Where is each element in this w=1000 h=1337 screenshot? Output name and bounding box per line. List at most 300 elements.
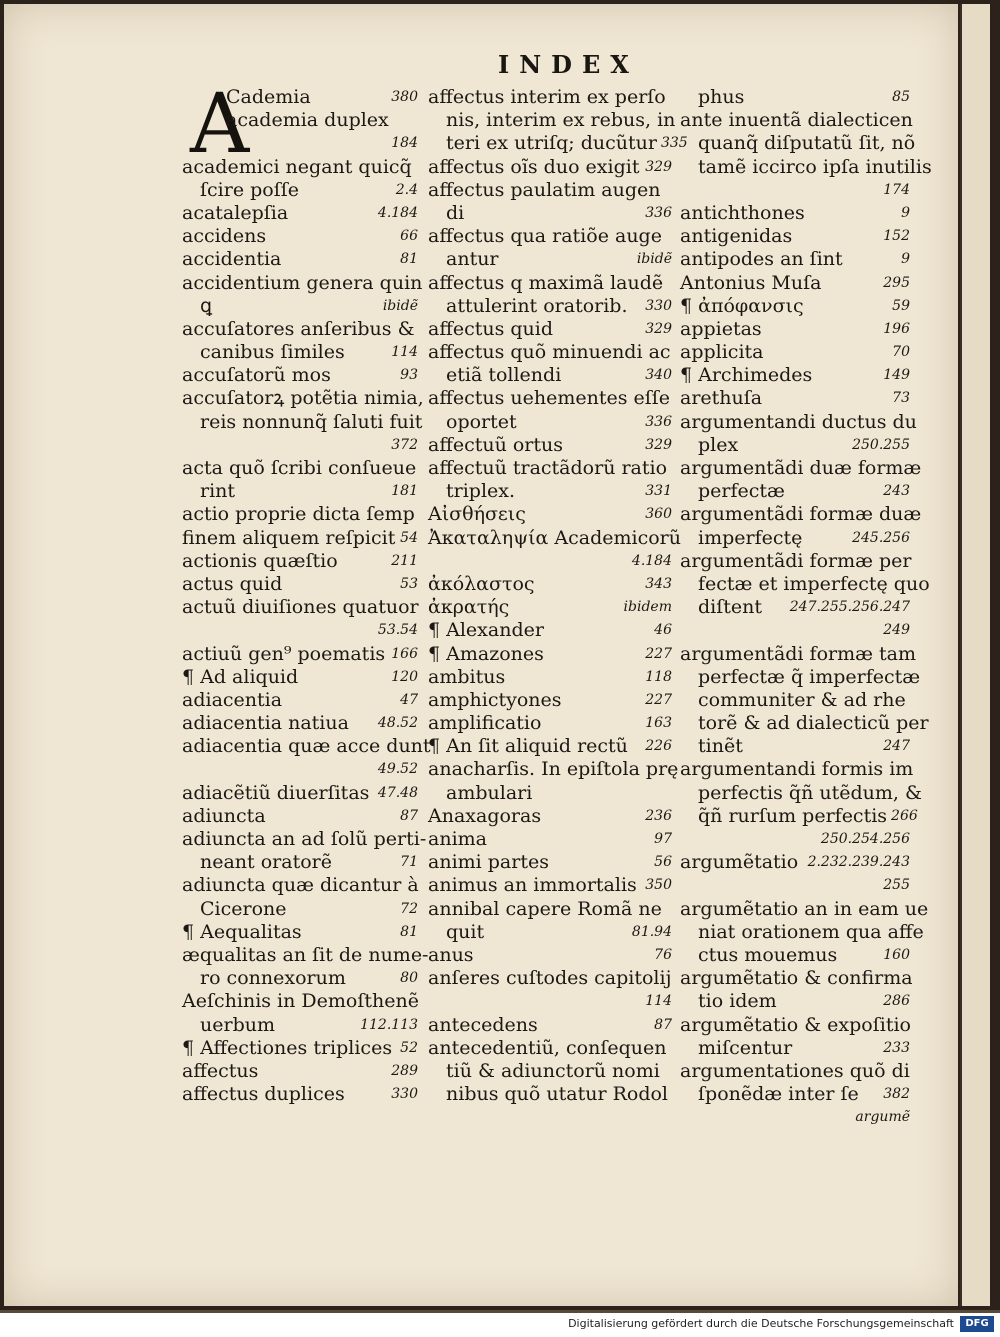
- index-entry: [182, 782, 418, 805]
- entry-page-ref: 87: [400, 807, 418, 824]
- entry-term: torẽ & ad dialecticũ per: [698, 712, 929, 735]
- entry-page-ref: 181: [391, 483, 418, 500]
- entry-page-ref: [668, 1037, 672, 1060]
- entry-term: adiacentia quæ acce dunt: [182, 735, 431, 758]
- index-entry: [182, 109, 418, 132]
- entry-page-ref: 4.184: [377, 204, 418, 221]
- entry-page-ref: [670, 387, 674, 410]
- entry-page-ref: 149: [883, 367, 910, 384]
- entry-term: imperfectę: [698, 526, 803, 549]
- entry-page-ref: 47.48: [377, 784, 418, 801]
- index-entry: [182, 202, 418, 225]
- entry-page-ref: [911, 1014, 915, 1037]
- entry-page-ref: [668, 1060, 672, 1083]
- index-entry: [428, 596, 672, 619]
- entry-page-ref: 295: [883, 274, 910, 291]
- index-entry: [428, 689, 672, 712]
- index-entry: [680, 944, 910, 967]
- entry-page-ref: 255: [883, 877, 910, 894]
- entry-term: accuſatores anſeribus &: [182, 317, 415, 340]
- entry-term: accidens: [182, 225, 267, 248]
- index-entry: [680, 1060, 910, 1083]
- entry-page-ref: 226: [645, 738, 672, 755]
- entry-term: Αἰσθήσεις: [428, 503, 526, 526]
- entry-page-ref: 87: [654, 1016, 672, 1033]
- index-entry: [680, 132, 916, 155]
- entry-page-ref: [920, 666, 924, 689]
- entry-page-ref: 166: [391, 645, 418, 662]
- index-entry: [680, 1037, 910, 1060]
- index-entry: [182, 1037, 418, 1060]
- entry-page-ref: 163: [645, 715, 672, 732]
- entry-term: adiuncta quæ dicantur à: [182, 874, 419, 897]
- entry-term: accuſatorũ mos: [182, 364, 331, 387]
- entry-term: accuſatorꝝ potẽtia nimia,: [182, 387, 424, 410]
- entry-page-ref: [422, 411, 426, 434]
- entry-term: affectus qua ratiõe auge: [428, 225, 662, 248]
- index-entry: [680, 758, 914, 781]
- index-entry: [428, 805, 672, 828]
- entry-term: finem aliquem reſpicit: [182, 526, 396, 549]
- entry-page-ref: 47: [400, 691, 418, 708]
- entry-term: antecedens: [428, 1013, 538, 1036]
- index-entry: [428, 225, 672, 248]
- index-entry: [680, 828, 910, 851]
- index-entry: [182, 805, 418, 828]
- index-entry: [428, 248, 672, 271]
- entry-term: adiacẽtiũ diuerſitas: [182, 781, 370, 804]
- entry-term: argumẽtatio an in eam ue: [680, 897, 929, 920]
- index-entry: [182, 318, 418, 341]
- entry-term: ꝗ: [200, 294, 213, 317]
- dfg-logo: DFG: [960, 1316, 994, 1332]
- index-entry: [428, 480, 672, 503]
- entry-page-ref: [932, 156, 936, 179]
- entry-term: ¶ Archimedes: [680, 364, 813, 387]
- entry-term: Cicerone: [200, 897, 287, 920]
- index-entry: [428, 156, 672, 179]
- entry-term: actionis quæſtio: [182, 549, 338, 572]
- entry-page-ref: [414, 156, 418, 179]
- index-entry: [680, 781, 922, 805]
- entry-term: actuũ diuiſiones quatuor: [182, 596, 419, 619]
- index-entry: [182, 921, 418, 944]
- entry-page-ref: 266: [891, 807, 918, 824]
- index-entry: [428, 179, 672, 202]
- entry-page-ref: [913, 967, 917, 990]
- entry-term: ¶ Affectiones triplices: [182, 1036, 393, 1059]
- entry-term: tinẽt: [698, 735, 743, 758]
- index-entry: [182, 179, 418, 202]
- entry-page-ref: [671, 341, 675, 364]
- entry-term: acatalepſia: [182, 201, 289, 224]
- entry-page-ref: 4.184: [631, 552, 672, 569]
- entry-page-ref: [668, 225, 672, 248]
- entry-page-ref: 2.4: [395, 181, 418, 198]
- entry-term: communiter & ad rhe: [698, 688, 906, 711]
- index-entry: [182, 828, 427, 851]
- index-entry: [428, 1083, 672, 1106]
- index-entry: [182, 619, 418, 642]
- entry-term: arethuſa: [680, 387, 763, 410]
- index-entry: [428, 828, 672, 851]
- entry-page-ref: [419, 874, 423, 897]
- entry-page-ref: 372: [391, 436, 418, 453]
- entry-page-ref: 227: [645, 691, 672, 708]
- index-entry: [182, 1060, 418, 1083]
- entry-page-ref: 2.232.239.243: [807, 854, 910, 871]
- index-entry: [680, 689, 910, 712]
- index-entry: [182, 851, 418, 874]
- entry-page-ref: 52: [400, 1039, 418, 1056]
- index-entry: [182, 550, 418, 573]
- entry-page-ref: [913, 758, 917, 781]
- index-entry: [680, 225, 910, 248]
- footer-bar: [0, 1313, 1000, 1337]
- entry-page-ref: 72: [400, 900, 418, 917]
- entry-term: quanq̃ diſputatũ ſit, nõ: [698, 132, 916, 155]
- entry-page-ref: 336: [645, 204, 672, 221]
- entry-term: rint: [200, 480, 236, 503]
- entry-page-ref: [929, 712, 933, 735]
- index-entry: [428, 364, 672, 387]
- entry-term: canibus ſimiles: [200, 341, 345, 364]
- entry-term: ¶ Amazones: [428, 642, 544, 665]
- index-entry: [428, 990, 672, 1013]
- entry-term: q̃ñ rurſum perfectis: [698, 804, 888, 827]
- index-entry: [182, 271, 423, 295]
- entry-term: antichthones: [680, 201, 805, 224]
- entry-page-ref: 350: [645, 877, 672, 894]
- entry-term: animus an immortalis: [428, 874, 637, 897]
- entry-page-ref: 250.255: [852, 436, 910, 453]
- footer-credit: Digitalisierung gefördert durch die Deutsche Forschungsgemeinschaft: [568, 1317, 954, 1330]
- entry-page-ref: [675, 109, 679, 132]
- entry-term: ἀκρατής: [428, 596, 510, 619]
- index-entry: [680, 665, 921, 689]
- entry-term: argumentãdi formæ tam: [680, 642, 916, 665]
- index-entry: [182, 898, 418, 921]
- entry-page-ref: 289: [391, 1062, 418, 1079]
- index-entry: [680, 318, 910, 341]
- entry-term: affectus quõ minuendi ac: [428, 341, 671, 364]
- index-entry: [680, 410, 917, 434]
- entry-term: diſtent: [698, 596, 763, 619]
- entry-term: ¶ An ſit aliquid rectũ: [428, 735, 628, 758]
- entry-page-ref: 243: [883, 483, 910, 500]
- index-entry: [680, 967, 913, 990]
- index-entry: [182, 225, 418, 248]
- entry-term: di: [446, 201, 465, 224]
- entry-page-ref: [928, 898, 932, 921]
- entry-term: accidentia: [182, 248, 282, 271]
- entry-term: argumentãdi formæ per: [680, 549, 912, 572]
- entry-page-ref: 336: [645, 413, 672, 430]
- index-entry: [680, 202, 910, 225]
- entry-term: ἀκόλαστος: [428, 572, 535, 595]
- entry-page-ref: ibidẽ: [636, 251, 672, 268]
- entry-page-ref: 54: [400, 529, 418, 546]
- entry-term: plex: [698, 433, 739, 456]
- index-entry: [182, 1083, 418, 1106]
- index-entry: [680, 874, 910, 897]
- index-entry: [680, 503, 922, 526]
- entry-page-ref: [671, 967, 675, 990]
- index-entry: [428, 851, 672, 874]
- entry-page-ref: 53: [400, 575, 418, 592]
- index-entry: [680, 341, 910, 364]
- entry-page-ref: [668, 782, 672, 805]
- entry-term: triplex.: [446, 480, 516, 503]
- entry-term: actiuũ gen⁹ poematis: [182, 642, 386, 665]
- index-entry: [680, 596, 910, 619]
- entry-term: animi partes: [428, 851, 549, 874]
- index-entry: [680, 550, 910, 573]
- index-entry: [428, 874, 672, 897]
- index-entry: [182, 689, 418, 712]
- entry-term: affectus quid: [428, 317, 554, 340]
- entry-term: oportet: [446, 410, 517, 433]
- entry-page-ref: 343: [645, 575, 672, 592]
- index-entry: [680, 434, 910, 457]
- entry-page-ref: [916, 643, 920, 666]
- index-entry: [680, 109, 913, 132]
- page-edge: [960, 4, 990, 1306]
- index-entry: [428, 782, 672, 805]
- index-entry: [428, 202, 672, 225]
- entry-page-ref: [668, 86, 672, 109]
- entry-term: antecedentiũ, conſequen: [428, 1036, 667, 1059]
- entry-page-ref: 9: [901, 204, 910, 221]
- entry-term: academici negant quicq̃: [182, 155, 412, 178]
- entry-page-ref: [415, 318, 419, 341]
- index-entry: [182, 527, 418, 550]
- entry-term: ¶ Aequalitas: [182, 920, 302, 943]
- entry-term: academia duplex: [226, 109, 389, 132]
- entry-term: argumẽtatio & confirma: [680, 967, 913, 990]
- index-entry: [182, 758, 418, 781]
- entry-page-ref: [924, 921, 928, 944]
- index-entry: [182, 735, 431, 758]
- entry-page-ref: 66: [400, 228, 418, 245]
- entry-term: etiã tollendi: [446, 364, 562, 387]
- entry-page-ref: 331: [645, 483, 672, 500]
- entry-term: ro connexorum: [200, 967, 346, 990]
- entry-page-ref: argumẽ: [855, 1109, 910, 1126]
- entry-page-ref: 196: [883, 320, 910, 337]
- index-entry: [428, 735, 672, 758]
- entry-page-ref: 120: [391, 668, 418, 685]
- entry-term: actus quid: [182, 572, 283, 595]
- entry-term: adiuncta an ad ſolũ perti-: [182, 828, 427, 850]
- entry-term: acta quõ ſcribi conſueue: [182, 457, 417, 479]
- entry-page-ref: 152: [883, 228, 910, 245]
- entry-term: ¶ Alexander: [428, 619, 544, 642]
- entry-page-ref: 114: [391, 344, 418, 361]
- index-entry: [428, 387, 672, 410]
- index-entry: [680, 990, 910, 1013]
- entry-page-ref: 59: [892, 297, 910, 314]
- index-entry: [428, 758, 679, 781]
- entry-term: argumentãdi duæ formæ: [680, 457, 922, 479]
- entry-page-ref: [917, 411, 921, 434]
- entry-term: affectuũ tractãdorũ ratio: [428, 457, 668, 479]
- entry-page-ref: 245.256: [852, 529, 910, 546]
- entry-term: antigenidas: [680, 225, 793, 248]
- entry-page-ref: 118: [645, 668, 672, 685]
- index-entry: [182, 387, 424, 410]
- entry-page-ref: [913, 109, 917, 132]
- index-entry: [182, 666, 418, 689]
- entry-page-ref: 71: [400, 854, 418, 871]
- index-entry: [182, 248, 418, 271]
- index-entry: [428, 619, 672, 642]
- entry-page-ref: 340: [645, 367, 672, 384]
- entry-page-ref: [915, 132, 919, 155]
- entry-term: tamẽ iccirco ipſa inutilis: [698, 155, 932, 178]
- entry-page-ref: [419, 596, 423, 619]
- index-entry: [182, 874, 418, 897]
- index-entry: [680, 572, 930, 596]
- index-entry: [680, 642, 916, 666]
- entry-term: miſcentur: [698, 1036, 793, 1059]
- entry-page-ref: 184: [391, 135, 418, 152]
- entry-term: annibal capere Romã ne: [428, 897, 662, 920]
- entry-term: affectus duplices: [182, 1083, 345, 1106]
- entry-term: antipodes an ſint: [680, 248, 843, 271]
- index-entry: [182, 457, 418, 480]
- index-entry: [680, 457, 922, 480]
- entry-page-ref: [930, 573, 934, 596]
- index-entry: [428, 318, 672, 341]
- entry-term: ſponẽdæ inter ſe: [698, 1083, 859, 1106]
- entry-term: Anaxagoras: [428, 804, 542, 827]
- index-entry: [182, 410, 423, 434]
- index-entry: [680, 248, 910, 271]
- entry-term: Ἀκαταληψία Academicorũ: [428, 526, 682, 549]
- index-entry: [680, 1106, 910, 1129]
- index-entry: [428, 411, 672, 434]
- entry-term: affectus paulatim augen: [428, 178, 661, 201]
- entry-term: perfectæ: [698, 480, 785, 503]
- index-entry: [428, 1060, 672, 1083]
- index-entry: [680, 1083, 910, 1106]
- index-entry: [182, 1014, 418, 1037]
- index-entry: [428, 666, 672, 689]
- entry-term: appietas: [680, 317, 762, 340]
- index-entry: [182, 573, 418, 596]
- entry-term: nis, interim ex rebus, in: [446, 109, 676, 132]
- entry-term: applicita: [680, 341, 764, 364]
- index-entry: [428, 550, 672, 573]
- index-entry: [182, 156, 418, 179]
- index-entry: [428, 272, 672, 295]
- index-entry: [182, 364, 418, 387]
- entry-page-ref: 81.94: [631, 923, 672, 940]
- entry-term: phus: [698, 86, 745, 108]
- entry-term: niat orationem qua affe: [698, 920, 924, 943]
- index-entry: [182, 967, 418, 990]
- entry-page-ref: 382: [883, 1086, 910, 1103]
- entry-term: anus: [428, 943, 474, 966]
- entry-term: perfectis q̃ñ utẽdum, &: [698, 781, 922, 804]
- entry-page-ref: 48.52: [377, 715, 418, 732]
- entry-term: argumentãdi formæ duæ: [680, 503, 922, 526]
- entry-page-ref: 70: [892, 344, 910, 361]
- entry-term: affectuũ ortus: [428, 433, 564, 456]
- entry-page-ref: 49.52: [377, 761, 418, 778]
- entry-page-ref: [668, 457, 672, 480]
- entry-term: æqualitas an ſit de nume-: [182, 943, 429, 966]
- entry-page-ref: ibidẽ: [382, 297, 418, 314]
- entry-term: neant oratorẽ: [200, 851, 332, 874]
- entry-term: Cademia: [226, 86, 311, 108]
- entry-page-ref: 56: [654, 854, 672, 871]
- entry-page-ref: [668, 272, 672, 295]
- index-entry: [182, 295, 418, 318]
- entry-page-ref: 81: [400, 923, 418, 940]
- entry-page-ref: [921, 457, 925, 480]
- entry-page-ref: 85: [892, 89, 910, 105]
- index-entry: [680, 179, 910, 202]
- entry-page-ref: ibidem: [623, 599, 672, 616]
- entry-term: adiacentia natiua: [182, 712, 349, 735]
- entry-term: ¶ ἀπόφανσις: [680, 294, 804, 317]
- entry-term: amplificatio: [428, 712, 542, 735]
- index-column-2: [428, 86, 688, 1106]
- entry-page-ref: 211: [391, 552, 418, 569]
- index-entry: [182, 990, 418, 1013]
- entry-page-ref: 114: [645, 993, 672, 1010]
- entry-term: accidentium genera quin: [182, 271, 423, 294]
- entry-term: ſcire poſſe: [200, 178, 300, 201]
- index-entry: [428, 944, 672, 967]
- running-head: INDEX: [498, 50, 639, 79]
- entry-term: ambulari: [446, 781, 533, 804]
- entry-term: affectus interim ex perſo: [428, 86, 666, 108]
- entry-term: amphictyones: [428, 688, 562, 711]
- entry-term: actio proprie dicta ſemp: [182, 503, 415, 526]
- entry-term: tiũ & adiunctorũ nomi: [446, 1059, 660, 1082]
- entry-term: adiuncta: [182, 804, 266, 827]
- entry-page-ref: 286: [883, 993, 910, 1010]
- entry-page-ref: 380: [391, 89, 418, 105]
- entry-page-ref: 76: [654, 946, 672, 963]
- index-entry: [680, 155, 932, 179]
- entry-term: affectus q maximã laudẽ: [428, 271, 664, 294]
- index-entry: [428, 457, 672, 480]
- entry-page-ref: 250.254.256: [820, 831, 910, 847]
- entry-page-ref: 330: [391, 1086, 418, 1103]
- index-entry: [680, 735, 910, 758]
- entry-page-ref: 329: [645, 436, 672, 453]
- index-entry: [428, 526, 682, 550]
- entry-term: argumẽtatio: [680, 851, 799, 874]
- entry-term: ¶ Ad aliquid: [182, 665, 299, 688]
- entry-term: adiacentia: [182, 688, 283, 711]
- entry-page-ref: 247: [883, 738, 910, 755]
- index-entry: [182, 434, 418, 457]
- index-entry: [428, 109, 676, 132]
- entry-page-ref: 80: [400, 970, 418, 987]
- entry-page-ref: 73: [892, 390, 910, 407]
- entry-term: ctus mouemus: [698, 943, 838, 966]
- entry-page-ref: [922, 782, 926, 805]
- index-entry: [182, 712, 418, 735]
- index-entry: [428, 503, 672, 526]
- index-entry: [680, 619, 910, 642]
- entry-page-ref: 174: [883, 181, 910, 198]
